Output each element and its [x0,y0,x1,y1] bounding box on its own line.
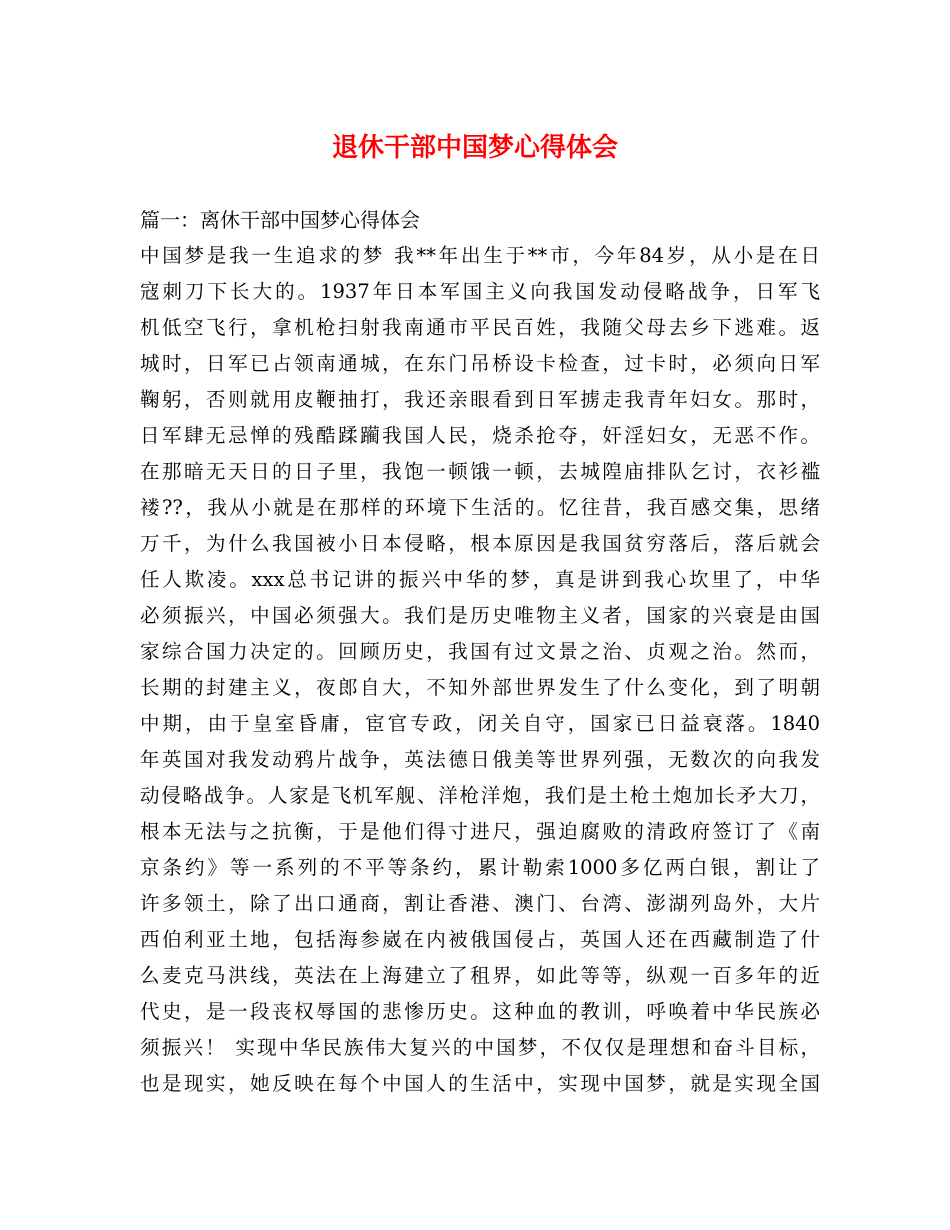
body-line: 城时，日军已占领南通城，在东门吊桥设卡检查，过卡时，必须向日军 [140,352,820,375]
body-line: 鞠躬，否则就用皮鞭抽打，我还亲眼看到日军掳走我青年妇女。那时， [140,388,820,411]
body-line: 万千，为什么我国被小日本侵略，根本原因是我国贫穷落后，落后就会 [140,532,820,555]
body-line: 家综合国力决定的。回顾历史，我国有过文景之治、贞观之治。然而， [140,640,820,663]
body-line: 么麦克马洪线，英法在上海建立了租界，如此等等，纵观一百多年的近 [140,964,820,987]
body-line: 在那暗无天日的日子里，我饱一顿饿一顿，去城隍庙排队乞讨，衣衫褴 [140,460,820,483]
document-title: 退休干部中国梦心得体会 [331,133,618,163]
body-line: 日军肆无忌惮的残酷蹂躏我国人民，烧杀抢夺，奸淫妇女，无恶不作。 [140,424,820,447]
body-text [140,238,820,1102]
body-line: 动侵略战争。人家是飞机军舰、洋枪洋炮，我们是土枪土炮加长矛大刀， [140,784,820,807]
body-line: 长期的封建主义，夜郎自大，不知外部世界发生了什么变化，到了明朝 [140,676,820,699]
body-line: 须振兴！ 实现中华民族伟大复兴的中国梦，不仅仅是理想和奋斗目标， [140,1036,820,1059]
section-heading: 篇一：离休干部中国梦心得体会 [140,208,420,232]
body-line: 根本无法与之抗衡，于是他们得寸进尺，强迫腐败的清政府签订了《南 [140,820,820,843]
body-line: 西伯利亚土地，包括海参崴在内被俄国侵占，英国人还在西藏制造了什 [140,928,820,951]
body-line: 中国梦是我一生追求的梦 我**年出生于**市，今年84岁，从小是在日 [140,244,820,267]
body-line: 也是现实，她反映在每个中国人的生活中，实现中国梦，就是实现全国 [140,1072,820,1095]
body-line: 代史，是一段丧权辱国的悲惨历史。这种血的教训，呼唤着中华民族必 [140,1000,820,1023]
body-line: 京条约》等一系列的不平等条约，累计勒索1000多亿两白银，割让了 [140,856,820,879]
body-line: 必须振兴，中国必须强大。我们是历史唯物主义者，国家的兴衰是由国 [140,604,820,627]
body-line: 寇刺刀下长大的。1937年日本军国主义向我国发动侵略战争，日军飞 [140,280,820,303]
body-line: 中期，由于皇室昏庸，宦官专政，闭关自守，国家已日益衰落。1840 [140,712,820,735]
body-line: 许多领土，除了出口通商，割让香港、澳门、台湾、澎湖列岛外，大片 [140,892,820,915]
body-line: 任人欺凌。xxx总书记讲的振兴中华的梦，真是讲到我心坎里了，中华 [140,568,820,591]
body-line: 机低空飞行，拿机枪扫射我南通市平民百姓，我随父母去乡下逃难。返 [140,316,820,339]
body-line: 年英国对我发动鸦片战争，英法德日俄美等世界列强，无数次的向我发 [140,748,820,771]
body-line: 褛??，我从小就是在那样的环境下生活的。忆往昔，我百感交集，思绪 [140,496,820,519]
